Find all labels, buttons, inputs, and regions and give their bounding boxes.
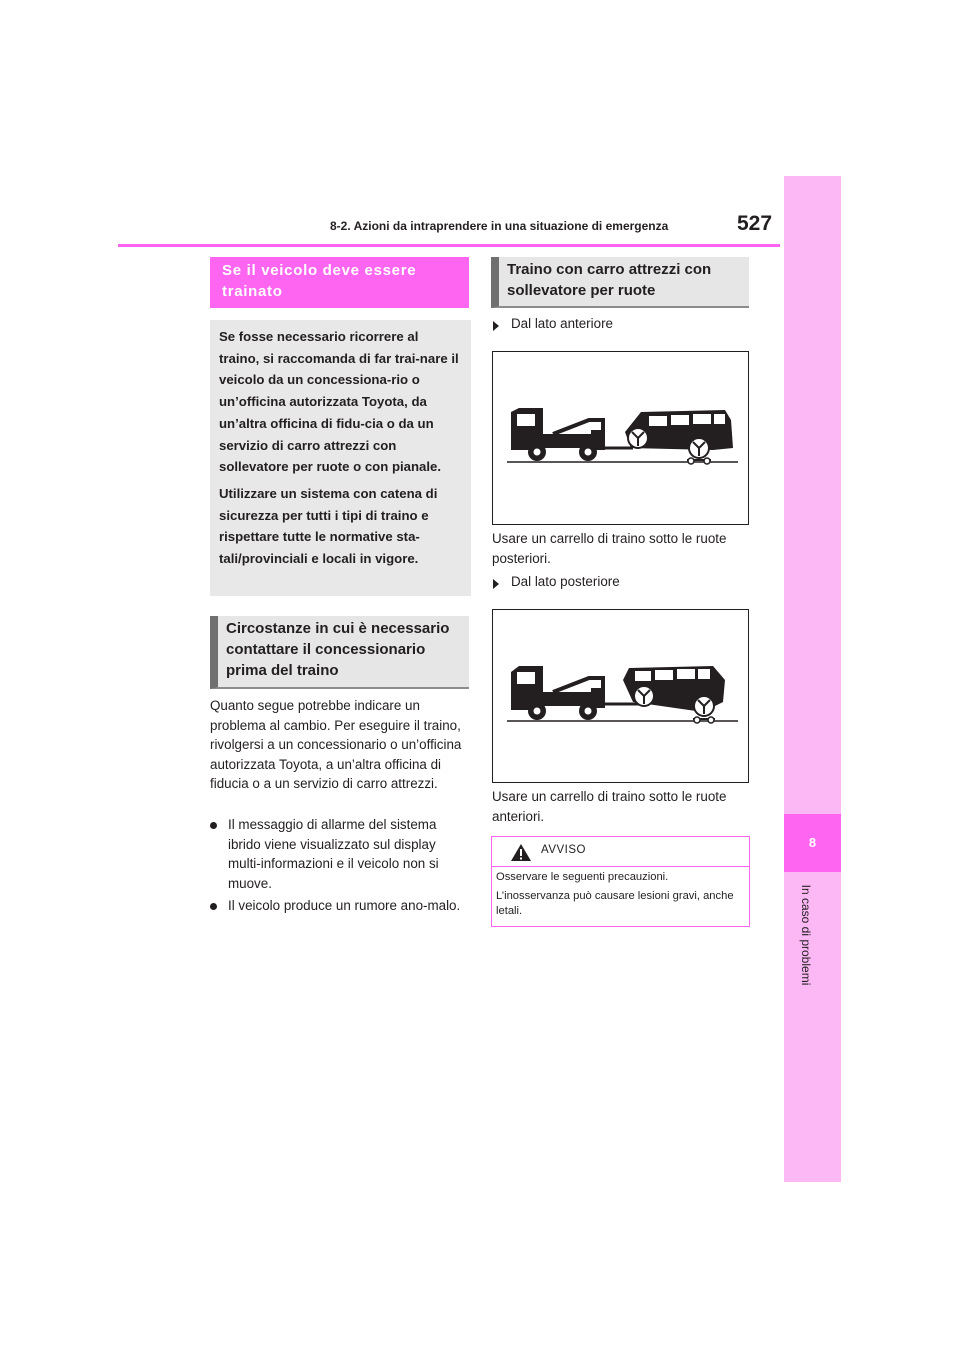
warning-box [491, 836, 750, 927]
main-heading: Se il veicolo deve essere trainato [210, 257, 469, 308]
rear-caption: Usare un carrello di traino sotto le ruote anteriori. [492, 789, 727, 824]
side-tab-strip [784, 176, 841, 1182]
list-item-rear [493, 574, 743, 592]
section-heading-circumstances: Circostanze in cui è necessario contattare il concessionario prima del traino [210, 616, 469, 689]
front-item-label: Dal lato anteriore [511, 316, 613, 331]
bullet-icon [210, 822, 217, 829]
front-caption: Usare un carrello di traino sotto le ruote posteriori. [492, 531, 727, 566]
section-header-title: 8-2. Azioni da intraprendere in una situazione di emergenza [330, 219, 669, 233]
list-item [210, 815, 468, 895]
warning-triangle-icon [510, 843, 532, 862]
tow-truck-rear-svg [493, 610, 748, 782]
bullet-icon [210, 903, 217, 910]
bullet-text: Il messaggio di allarme del sistema ibrido viene visualizzato sul display multi-informazioni e il veicolo non si muove. [228, 817, 439, 891]
list-item-front [493, 316, 743, 334]
chapter-number-tab[interactable]: 8 [784, 814, 841, 872]
chapter-label: In caso di problemi [799, 884, 813, 986]
warning-line-1: Osservare le seguenti precauzioni. [496, 871, 669, 883]
warning-header [492, 837, 749, 867]
circumstances-paragraph: Quanto segue potrebbe indicare un problema al cambio. Per eseguire il traino, rivolgersi a un concessionario o un’officina autorizzata Toyota, a un’altra officina di fiducia o a un servizio di carro attrezzi. [210, 698, 462, 791]
arrow-right-icon [493, 321, 499, 331]
info-box [210, 320, 471, 596]
arrow-right-icon [493, 579, 499, 589]
info-paragraph-2: Utilizzare un sistema con catena di sicurezza per tutti i tipi di traino e rispettare tutte le normative sta-tali/provinciali e locali in vigore. [219, 485, 438, 567]
warning-body [496, 870, 744, 923]
bullet-text: Il veicolo produce un rumore ano-malo. [228, 898, 461, 913]
list-item [210, 896, 468, 936]
tow-truck-front-svg [493, 352, 748, 524]
section-heading-wheel-lift: Traino con carro attrezzi con sollevatore per ruote [491, 257, 749, 308]
page-number: 527 [737, 212, 773, 235]
warning-title: AVVISO [541, 844, 586, 856]
tow-front-illustration [492, 351, 749, 525]
warning-line-2: L’inosservanza può causare lesioni gravi, anche letali. [496, 889, 734, 917]
tow-rear-illustration [492, 609, 749, 783]
info-paragraph-1: Se fosse necessario ricorrere al traino, si raccomanda di far trai-nare il veicolo da un concessiona-rio o un’officina autorizzata Toyota, da un’altra officina di fidu-cia o da un servizio di carro attrezzi con sollevatore per ruote o con pianale. [219, 329, 459, 475]
header-rule [118, 244, 780, 247]
rear-item-label: Dal lato posteriore [511, 574, 620, 589]
